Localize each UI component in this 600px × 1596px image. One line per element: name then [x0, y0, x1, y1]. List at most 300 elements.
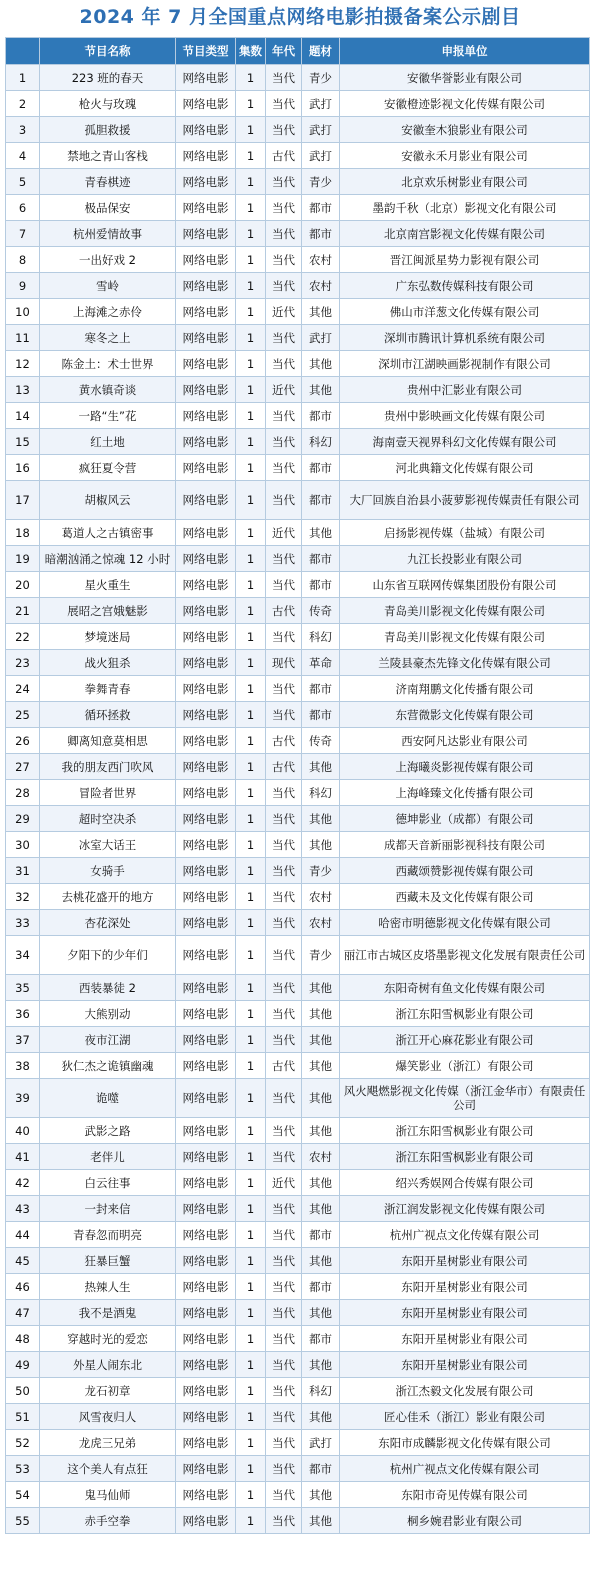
episode-count: 1	[236, 1144, 266, 1170]
program-name: 黄水镇奇谈	[40, 377, 176, 403]
table-row	[6, 195, 590, 221]
program-type: 网络电影	[176, 624, 236, 650]
program-name: 孤胆救援	[40, 117, 176, 143]
applicant-company: 大厂回族自治县小菠萝影视传媒责任有限公司	[340, 481, 590, 520]
table-row	[6, 1248, 590, 1274]
header-genre: 题材	[302, 38, 340, 65]
header-era: 年代	[266, 38, 302, 65]
row-index: 11	[6, 325, 40, 351]
row-index: 39	[6, 1079, 40, 1118]
header-program-type: 节目类型	[176, 38, 236, 65]
row-index: 30	[6, 832, 40, 858]
table-row	[6, 1404, 590, 1430]
row-index: 45	[6, 1248, 40, 1274]
table-row	[6, 975, 590, 1001]
applicant-company: 济南翔鹏文化传播有限公司	[340, 676, 590, 702]
row-index: 10	[6, 299, 40, 325]
row-index: 32	[6, 884, 40, 910]
applicant-company: 上海曦炎影视传媒有限公司	[340, 754, 590, 780]
genre: 农村	[302, 247, 340, 273]
table-row	[6, 1378, 590, 1404]
era: 古代	[266, 598, 302, 624]
program-name: 禁地之青山客栈	[40, 143, 176, 169]
program-name: 上海滩之赤伶	[40, 299, 176, 325]
applicant-company: 启扬影视传媒（盐城）有限公司	[340, 520, 590, 546]
applicant-company: 山东省互联网传媒集团股份有限公司	[340, 572, 590, 598]
applicant-company: 西安阿凡达影业有限公司	[340, 728, 590, 754]
row-index: 51	[6, 1404, 40, 1430]
table-row	[6, 1300, 590, 1326]
table-row	[6, 481, 590, 520]
row-index: 1	[6, 65, 40, 91]
era: 近代	[266, 377, 302, 403]
era: 当代	[266, 1404, 302, 1430]
applicant-company: 匠心佳禾（浙江）影业有限公司	[340, 1404, 590, 1430]
program-name: 一封来信	[40, 1196, 176, 1222]
episode-count: 1	[236, 247, 266, 273]
program-name: 展昭之宫娥魅影	[40, 598, 176, 624]
program-type: 网络电影	[176, 1378, 236, 1404]
episode-count: 1	[236, 1300, 266, 1326]
era: 当代	[266, 1248, 302, 1274]
episode-count: 1	[236, 1378, 266, 1404]
program-name: 狂暴巨蟹	[40, 1248, 176, 1274]
table-row	[6, 351, 590, 377]
program-name: 杏花深处	[40, 910, 176, 936]
row-index: 40	[6, 1118, 40, 1144]
table-body	[6, 65, 590, 1534]
genre: 科幻	[302, 780, 340, 806]
applicant-company: 安徽华誉影业有限公司	[340, 65, 590, 91]
program-type: 网络电影	[176, 1053, 236, 1079]
genre: 科幻	[302, 429, 340, 455]
genre: 武打	[302, 143, 340, 169]
genre: 其他	[302, 299, 340, 325]
applicant-company: 青岛美川影视文化传媒有限公司	[340, 624, 590, 650]
genre: 都市	[302, 676, 340, 702]
program-name: 风雪夜归人	[40, 1404, 176, 1430]
episode-count: 1	[236, 975, 266, 1001]
applicant-company: 广东弘数传媒科技有限公司	[340, 273, 590, 299]
episode-count: 1	[236, 429, 266, 455]
episode-count: 1	[236, 1001, 266, 1027]
genre: 其他	[302, 1079, 340, 1118]
program-type: 网络电影	[176, 1404, 236, 1430]
program-name: 葛道人之古镇密事	[40, 520, 176, 546]
applicant-company: 绍兴秀娱网合传媒有限公司	[340, 1170, 590, 1196]
table-row	[6, 247, 590, 273]
row-index: 47	[6, 1300, 40, 1326]
genre: 都市	[302, 481, 340, 520]
applicant-company: 爆笑影业（浙江）有限公司	[340, 1053, 590, 1079]
table-row	[6, 806, 590, 832]
era: 当代	[266, 325, 302, 351]
row-index: 12	[6, 351, 40, 377]
episode-count: 1	[236, 546, 266, 572]
program-name: 穿越时光的爱恋	[40, 1326, 176, 1352]
genre: 其他	[302, 1482, 340, 1508]
genre: 青少	[302, 65, 340, 91]
program-name: 武影之路	[40, 1118, 176, 1144]
filing-table	[5, 37, 590, 1534]
row-index: 13	[6, 377, 40, 403]
genre: 其他	[302, 1053, 340, 1079]
row-index: 42	[6, 1170, 40, 1196]
applicant-company: 深圳市腾讯计算机系统有限公司	[340, 325, 590, 351]
genre: 农村	[302, 1144, 340, 1170]
table-row	[6, 624, 590, 650]
applicant-company: 东阳市奇见传媒有限公司	[340, 1482, 590, 1508]
episode-count: 1	[236, 1430, 266, 1456]
era: 当代	[266, 65, 302, 91]
program-type: 网络电影	[176, 1170, 236, 1196]
era: 当代	[266, 975, 302, 1001]
genre: 都市	[302, 546, 340, 572]
program-type: 网络电影	[176, 832, 236, 858]
program-type: 网络电影	[176, 325, 236, 351]
applicant-company: 海南壹天视界科幻文化传媒有限公司	[340, 429, 590, 455]
era: 当代	[266, 910, 302, 936]
era: 当代	[266, 403, 302, 429]
applicant-company: 东阳开星树影业有限公司	[340, 1326, 590, 1352]
episode-count: 1	[236, 117, 266, 143]
row-index: 16	[6, 455, 40, 481]
era: 当代	[266, 1300, 302, 1326]
genre: 农村	[302, 273, 340, 299]
program-type: 网络电影	[176, 702, 236, 728]
program-name: 去桃花盛开的地方	[40, 884, 176, 910]
genre: 其他	[302, 975, 340, 1001]
episode-count: 1	[236, 1326, 266, 1352]
program-type: 网络电影	[176, 273, 236, 299]
era: 当代	[266, 858, 302, 884]
era: 当代	[266, 1378, 302, 1404]
program-type: 网络电影	[176, 117, 236, 143]
episode-count: 1	[236, 1352, 266, 1378]
program-name: 夕阳下的少年们	[40, 936, 176, 975]
genre: 其他	[302, 1404, 340, 1430]
genre: 都市	[302, 1456, 340, 1482]
program-name: 这个美人有点狂	[40, 1456, 176, 1482]
program-type: 网络电影	[176, 1482, 236, 1508]
table-header-row	[6, 38, 590, 65]
table-row	[6, 221, 590, 247]
program-name: 极品保安	[40, 195, 176, 221]
applicant-company: 晋江闽派星势力影视有限公司	[340, 247, 590, 273]
era: 当代	[266, 624, 302, 650]
page-title: 2024 年 7 月全国重点网络电影拍摄备案公示剧目	[79, 6, 521, 28]
episode-count: 1	[236, 1508, 266, 1534]
row-index: 37	[6, 1027, 40, 1053]
program-type: 网络电影	[176, 572, 236, 598]
program-name: 我不是酒鬼	[40, 1300, 176, 1326]
episode-count: 1	[236, 702, 266, 728]
genre: 武打	[302, 91, 340, 117]
genre: 其他	[302, 1508, 340, 1534]
genre: 都市	[302, 1274, 340, 1300]
era: 当代	[266, 91, 302, 117]
genre: 农村	[302, 910, 340, 936]
applicant-company: 深圳市江湖映画影视制作有限公司	[340, 351, 590, 377]
program-name: 卿离知意莫相思	[40, 728, 176, 754]
table-row	[6, 754, 590, 780]
era: 当代	[266, 481, 302, 520]
header-episodes: 集数	[236, 38, 266, 65]
genre: 都市	[302, 221, 340, 247]
table-row	[6, 299, 590, 325]
era: 当代	[266, 1482, 302, 1508]
program-name: 青春忽而明亮	[40, 1222, 176, 1248]
applicant-company: 北京南宫影视文化传媒有限公司	[340, 221, 590, 247]
program-type: 网络电影	[176, 546, 236, 572]
applicant-company: 浙江润发影视文化传媒有限公司	[340, 1196, 590, 1222]
genre: 革命	[302, 650, 340, 676]
program-type: 网络电影	[176, 169, 236, 195]
applicant-company: 九江长投影业有限公司	[340, 546, 590, 572]
program-type: 网络电影	[176, 910, 236, 936]
table-row	[6, 1144, 590, 1170]
table-row	[6, 1482, 590, 1508]
genre: 其他	[302, 1248, 340, 1274]
applicant-company: 西藏颂赞影视传媒有限公司	[340, 858, 590, 884]
table-row	[6, 429, 590, 455]
program-type: 网络电影	[176, 377, 236, 403]
program-name: 红土地	[40, 429, 176, 455]
program-name: 陈金土：术士世界	[40, 351, 176, 377]
applicant-company: 浙江杰毅文化发展有限公司	[340, 1378, 590, 1404]
table-row	[6, 169, 590, 195]
program-name: 一出好戏 2	[40, 247, 176, 273]
genre: 科幻	[302, 624, 340, 650]
era: 当代	[266, 572, 302, 598]
table-row	[6, 520, 590, 546]
applicant-company: 浙江东阳雪枫影业有限公司	[340, 1144, 590, 1170]
table-row	[6, 910, 590, 936]
table-row	[6, 325, 590, 351]
applicant-company: 东阳市成麟影视文化传媒有限公司	[340, 1430, 590, 1456]
episode-count: 1	[236, 65, 266, 91]
program-name: 热辣人生	[40, 1274, 176, 1300]
episode-count: 1	[236, 169, 266, 195]
program-name: 狄仁杰之诡镇幽魂	[40, 1053, 176, 1079]
program-type: 网络电影	[176, 936, 236, 975]
program-type: 网络电影	[176, 1144, 236, 1170]
genre: 武打	[302, 325, 340, 351]
era: 近代	[266, 520, 302, 546]
row-index: 50	[6, 1378, 40, 1404]
applicant-company: 浙江开心麻花影业有限公司	[340, 1027, 590, 1053]
episode-count: 1	[236, 1222, 266, 1248]
table-row	[6, 1326, 590, 1352]
applicant-company: 德坤影业（成都）有限公司	[340, 806, 590, 832]
program-type: 网络电影	[176, 1352, 236, 1378]
row-index: 26	[6, 728, 40, 754]
episode-count: 1	[236, 351, 266, 377]
row-index: 38	[6, 1053, 40, 1079]
program-name: 雪岭	[40, 273, 176, 299]
program-name: 枪火与玫瑰	[40, 91, 176, 117]
episode-count: 1	[236, 455, 266, 481]
episode-count: 1	[236, 273, 266, 299]
episode-count: 1	[236, 325, 266, 351]
program-type: 网络电影	[176, 806, 236, 832]
program-type: 网络电影	[176, 1430, 236, 1456]
program-type: 网络电影	[176, 247, 236, 273]
genre: 其他	[302, 806, 340, 832]
genre: 其他	[302, 520, 340, 546]
program-name: 白云往事	[40, 1170, 176, 1196]
era: 当代	[266, 221, 302, 247]
table-row	[6, 884, 590, 910]
row-index: 31	[6, 858, 40, 884]
era: 古代	[266, 728, 302, 754]
episode-count: 1	[236, 195, 266, 221]
program-name: 夜市江湖	[40, 1027, 176, 1053]
applicant-company: 东阳奇树有鱼文化传媒有限公司	[340, 975, 590, 1001]
applicant-company: 风火飓燃影视文化传媒（浙江金华市）有限责任公司	[340, 1079, 590, 1118]
table-row	[6, 65, 590, 91]
program-name: 西装暴徒 2	[40, 975, 176, 1001]
genre: 都市	[302, 455, 340, 481]
row-index: 36	[6, 1001, 40, 1027]
episode-count: 1	[236, 1053, 266, 1079]
era: 现代	[266, 650, 302, 676]
table-row	[6, 377, 590, 403]
row-index: 20	[6, 572, 40, 598]
era: 当代	[266, 1326, 302, 1352]
table-row	[6, 91, 590, 117]
table-row	[6, 598, 590, 624]
era: 近代	[266, 299, 302, 325]
table-row	[6, 1196, 590, 1222]
era: 当代	[266, 169, 302, 195]
program-name: 星火重生	[40, 572, 176, 598]
genre: 其他	[302, 1196, 340, 1222]
table-row	[6, 1456, 590, 1482]
era: 当代	[266, 1430, 302, 1456]
applicant-company: 东营微影文化传媒有限公司	[340, 702, 590, 728]
table-row	[6, 1118, 590, 1144]
era: 当代	[266, 117, 302, 143]
applicant-company: 河北典籍文化传媒有限公司	[340, 455, 590, 481]
genre: 青少	[302, 169, 340, 195]
program-type: 网络电影	[176, 884, 236, 910]
program-name: 超时空决杀	[40, 806, 176, 832]
program-name: 一路“生”花	[40, 403, 176, 429]
table-row	[6, 676, 590, 702]
program-name: 大熊别动	[40, 1001, 176, 1027]
header-applicant: 申报单位	[340, 38, 590, 65]
table-row	[6, 936, 590, 975]
program-name: 外星人闹东北	[40, 1352, 176, 1378]
era: 当代	[266, 884, 302, 910]
row-index: 55	[6, 1508, 40, 1534]
genre: 青少	[302, 936, 340, 975]
table-row	[6, 1170, 590, 1196]
applicant-company: 兰陵县豪杰先锋文化传媒有限公司	[340, 650, 590, 676]
era: 当代	[266, 1001, 302, 1027]
genre: 其他	[302, 1170, 340, 1196]
program-name: 赤手空拳	[40, 1508, 176, 1534]
table-row	[6, 1001, 590, 1027]
program-name: 冒险者世界	[40, 780, 176, 806]
row-index: 23	[6, 650, 40, 676]
row-index: 54	[6, 1482, 40, 1508]
program-type: 网络电影	[176, 221, 236, 247]
episode-count: 1	[236, 910, 266, 936]
era: 当代	[266, 455, 302, 481]
program-name: 鬼马仙师	[40, 1482, 176, 1508]
program-name: 青春棋迹	[40, 169, 176, 195]
episode-count: 1	[236, 832, 266, 858]
row-index: 29	[6, 806, 40, 832]
era: 当代	[266, 936, 302, 975]
row-index: 28	[6, 780, 40, 806]
genre: 都市	[302, 702, 340, 728]
applicant-company: 杭州广视点文化传媒有限公司	[340, 1222, 590, 1248]
applicant-company: 成都天音新丽影视科技有限公司	[340, 832, 590, 858]
program-name: 老伴儿	[40, 1144, 176, 1170]
applicant-company: 墨韵千秋（北京）影视文化有限公司	[340, 195, 590, 221]
episode-count: 1	[236, 936, 266, 975]
row-index: 35	[6, 975, 40, 1001]
applicant-company: 杭州广视点文化传媒有限公司	[340, 1456, 590, 1482]
episode-count: 1	[236, 1482, 266, 1508]
episode-count: 1	[236, 806, 266, 832]
genre: 农村	[302, 884, 340, 910]
era: 古代	[266, 143, 302, 169]
program-type: 网络电影	[176, 1079, 236, 1118]
row-index: 15	[6, 429, 40, 455]
genre: 都市	[302, 195, 340, 221]
episode-count: 1	[236, 884, 266, 910]
episode-count: 1	[236, 1118, 266, 1144]
genre: 其他	[302, 1352, 340, 1378]
applicant-company: 佛山市洋葱文化传媒有限公司	[340, 299, 590, 325]
program-type: 网络电影	[176, 598, 236, 624]
era: 当代	[266, 1352, 302, 1378]
program-name: 龙虎三兄弟	[40, 1430, 176, 1456]
table-row	[6, 728, 590, 754]
table-row	[6, 702, 590, 728]
table-row	[6, 780, 590, 806]
applicant-company: 安徽橙迹影视文化传媒有限公司	[340, 91, 590, 117]
program-type: 网络电影	[176, 1456, 236, 1482]
era: 当代	[266, 780, 302, 806]
program-name: 寒冬之上	[40, 325, 176, 351]
program-name: 冰室大话王	[40, 832, 176, 858]
era: 当代	[266, 832, 302, 858]
program-type: 网络电影	[176, 1001, 236, 1027]
genre: 武打	[302, 1430, 340, 1456]
applicant-company: 桐乡婉君影业有限公司	[340, 1508, 590, 1534]
row-index: 18	[6, 520, 40, 546]
genre: 都市	[302, 1326, 340, 1352]
program-name: 诡噬	[40, 1079, 176, 1118]
genre: 其他	[302, 1027, 340, 1053]
episode-count: 1	[236, 1404, 266, 1430]
row-index: 27	[6, 754, 40, 780]
table-row	[6, 858, 590, 884]
row-index: 33	[6, 910, 40, 936]
era: 当代	[266, 702, 302, 728]
program-type: 网络电影	[176, 1274, 236, 1300]
episode-count: 1	[236, 143, 266, 169]
applicant-company: 东阳开星树影业有限公司	[340, 1274, 590, 1300]
row-index: 4	[6, 143, 40, 169]
episode-count: 1	[236, 572, 266, 598]
program-name: 拳舞青春	[40, 676, 176, 702]
